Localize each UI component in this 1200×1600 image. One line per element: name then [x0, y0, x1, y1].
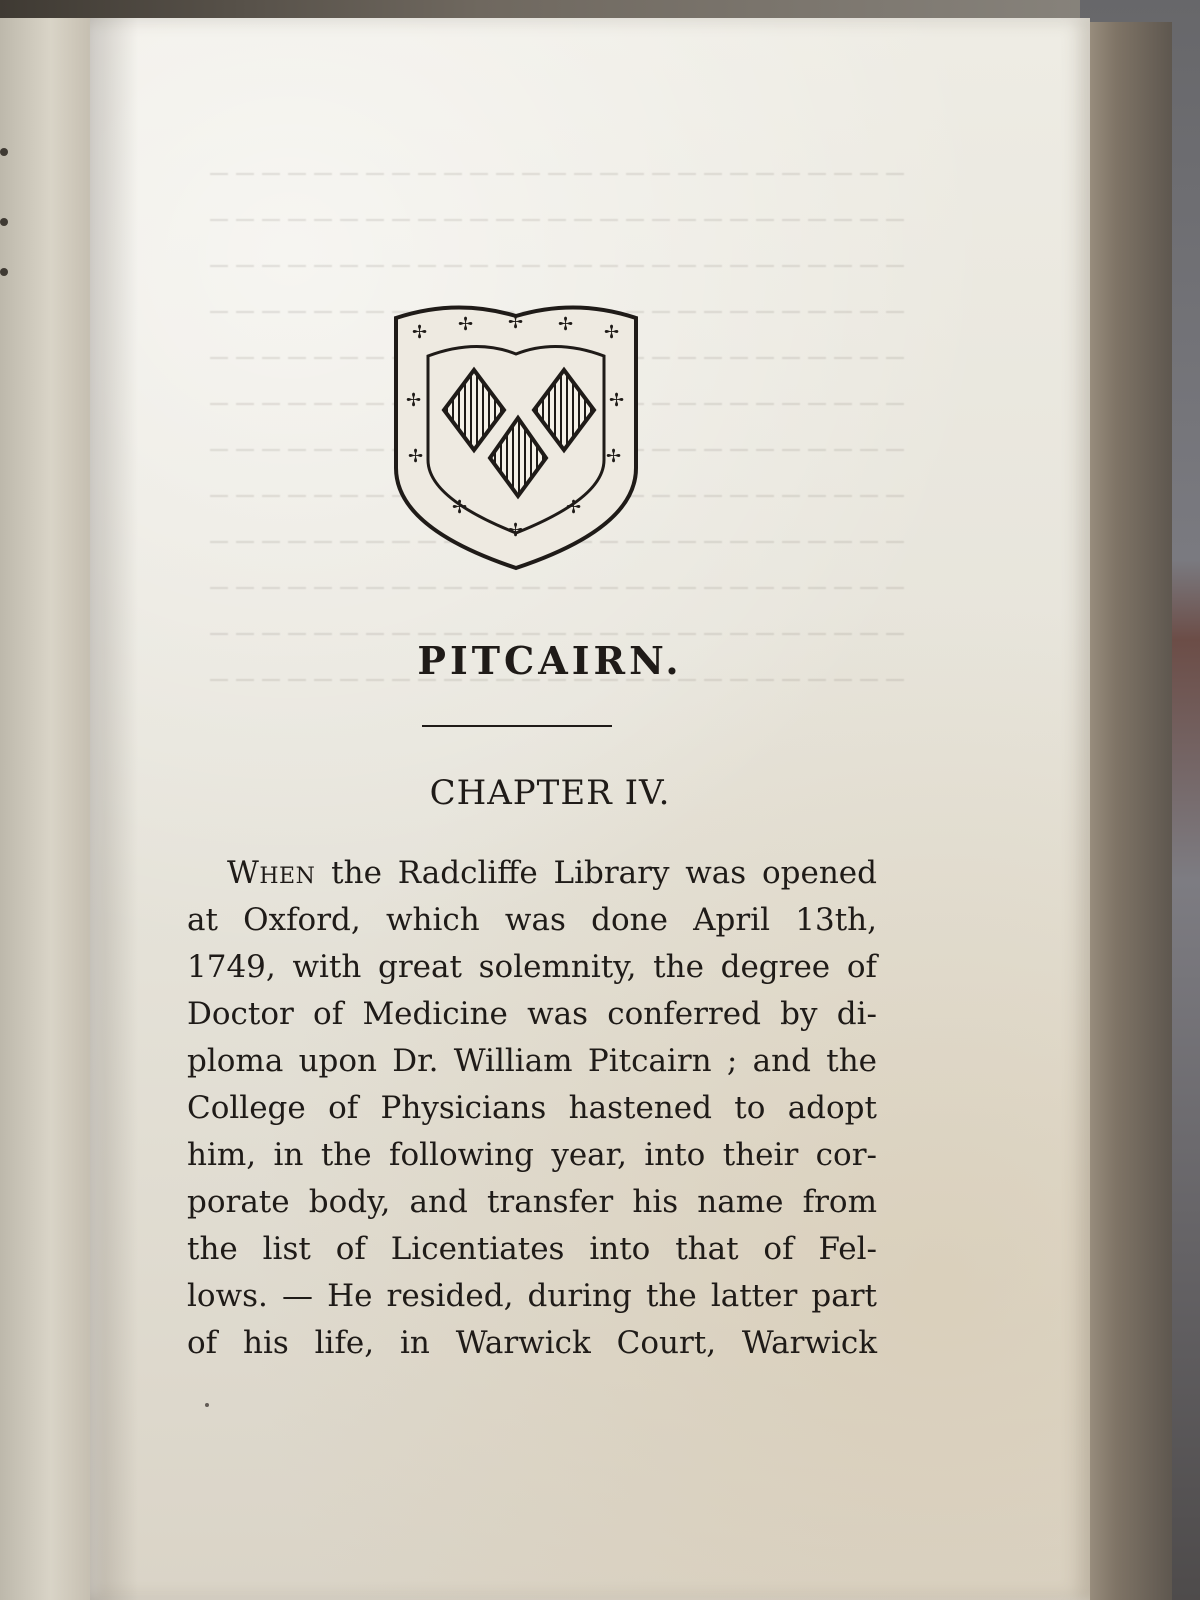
svg-text:✢: ✢: [452, 497, 468, 518]
text-line: him, in the following year, into their cor-: [187, 1137, 877, 1173]
svg-text:✢: ✢: [508, 312, 524, 333]
svg-text:✢: ✢: [609, 390, 625, 411]
text-line: the list of Licentiates into that of Fel-: [187, 1231, 877, 1267]
text-line: porate body, and transfer his name from: [187, 1184, 877, 1220]
text-line: [187, 850, 877, 897]
page-gutter-shadow: [90, 18, 138, 1600]
chapter-heading: CHAPTER IV.: [429, 773, 671, 813]
text-line: 1749, with great solemnity, the degree of: [187, 949, 877, 985]
left-page-mark: [0, 268, 8, 276]
svg-text:✢: ✢: [408, 446, 424, 467]
body-text: [187, 850, 877, 1367]
book-cover-edge: [1083, 22, 1172, 1600]
svg-text:✢: ✢: [508, 520, 524, 541]
text-line: lows. — He resided, during the latter part: [187, 1278, 877, 1314]
coat-of-arms-icon: [386, 298, 646, 578]
svg-text:✢: ✢: [566, 497, 582, 518]
line-text: the Radcliffe Library was opened: [315, 855, 877, 891]
text-line: ploma upon Dr. William Pitcairn ; and the: [187, 1043, 877, 1079]
left-page-mark: [0, 148, 8, 156]
text-line: Doctor of Medicine was conferred by di-: [187, 996, 877, 1032]
left-page: [0, 18, 94, 1600]
left-page-mark: [0, 218, 8, 226]
book-title: PITCAIRN.: [417, 638, 683, 683]
svg-text:✢: ✢: [604, 322, 620, 343]
svg-text:✢: ✢: [406, 390, 422, 411]
book-page: [90, 18, 1090, 1600]
svg-text:✢: ✢: [558, 314, 574, 335]
svg-text:✢: ✢: [606, 446, 622, 467]
text-line: College of Physicians hastened to adopt: [187, 1090, 877, 1126]
first-word: When: [227, 855, 316, 891]
text-line: at Oxford, which was done April 13th,: [187, 902, 877, 938]
ink-speck: [205, 1403, 209, 1407]
title-rule: [422, 725, 612, 727]
svg-text:✢: ✢: [458, 314, 474, 335]
text-line: of his life, in Warwick Court, Warwick: [187, 1325, 877, 1361]
svg-text:✢: ✢: [412, 322, 428, 343]
